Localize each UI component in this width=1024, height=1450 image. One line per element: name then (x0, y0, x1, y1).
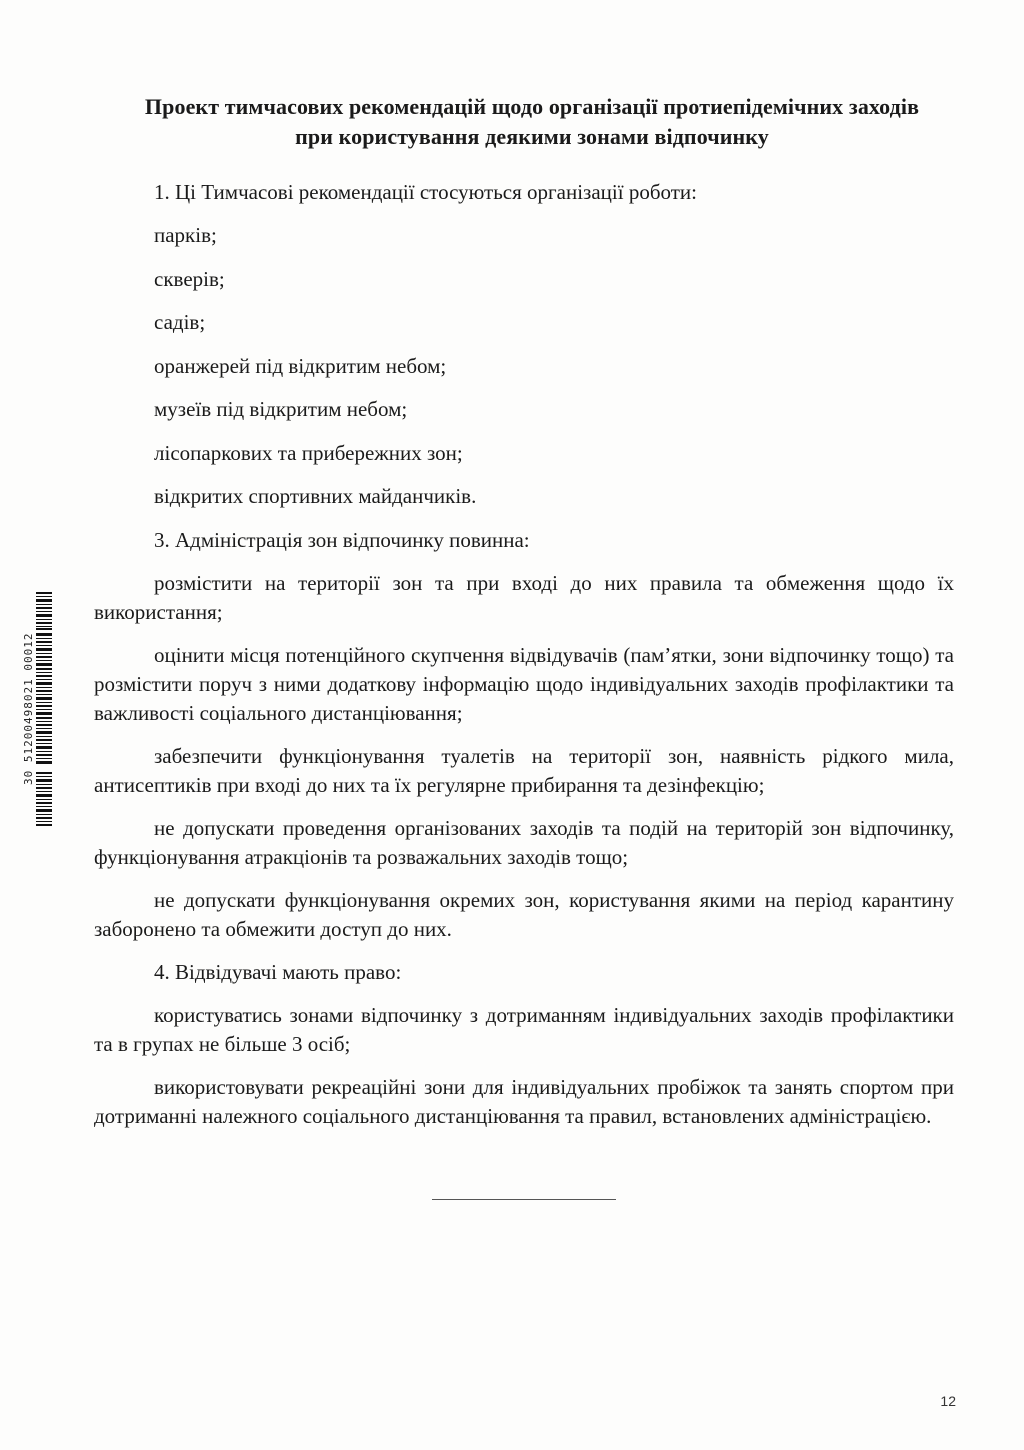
section-4-intro: 4. Відвідувачі мають право: (154, 959, 402, 984)
section-4-item: користуватись зонами відпочинку з дотриманням індивідуальних заходів профілактики та в групах не більше 3 осіб; (94, 1002, 954, 1056)
section-3-item: забезпечити функціонування туалетів на території зон, наявність рідкого мила, антисептиків при вході до них та їх регулярне прибирання та дезінфекцію; (94, 743, 954, 797)
section-1-item: відкритих спортивних майданчиків. (154, 484, 477, 508)
registration-barcode (22, 590, 52, 828)
closing-rule (432, 1199, 616, 1200)
section-3-item: оцінити місця потенційного скупчення відвідувачів (пам’ятки, зони відпочинку тощо) та розмістити поруч з ними додаткову інформацію щодо індивідуальних заходів профілактики та важливості соціального дистанціювання; (94, 642, 954, 725)
document-title (60, 92, 1004, 152)
section-1-item: парків; (154, 223, 217, 247)
section-1-item: скверів; (154, 266, 225, 291)
section-3-item: не допускати функціонування окремих зон, користування якими на період карантину заборонено та обмежити доступ до них. (94, 887, 954, 941)
section-1-item: садів; (154, 310, 206, 334)
title-line-2: при користування деякими зонами відпочинку (295, 124, 769, 149)
document-body (94, 178, 954, 1145)
barcode-number: 30 51200498021 00012 (22, 632, 35, 786)
section-3-intro: 3. Адміністрація зон відпочинку повинна: (154, 527, 530, 552)
title-line-1: Проект тимчасових рекомендацій щодо організації протиепідемічних заходів (144, 94, 920, 119)
section-1-item: оранжерей під відкритим небом; (154, 353, 447, 378)
section-1-item: музеїв під відкритим небом; (154, 397, 408, 421)
section-3-item: розмістити на території зон та при вході до них правила та обмеження щодо їх використання; (94, 570, 954, 624)
section-1-item: лісопаркових та прибережних зон; (154, 440, 463, 465)
page-number: 12 (940, 1393, 956, 1409)
barcode-icon (36, 590, 52, 828)
section-4-item: використовувати рекреаційні зони для індивідуальних пробіжок та занять спортом при дотриманні належного соціального дистанціювання та правил, встановлених адміністрацією. (94, 1074, 954, 1128)
section-3-item: не допускати проведення організованих заходів та подій на територій зон відпочинку, функціонування атракціонів та розважальних заходів тощо; (94, 815, 954, 869)
section-1-intro: 1. Ці Тимчасові рекомендації стосуються організації роботи: (154, 180, 697, 204)
